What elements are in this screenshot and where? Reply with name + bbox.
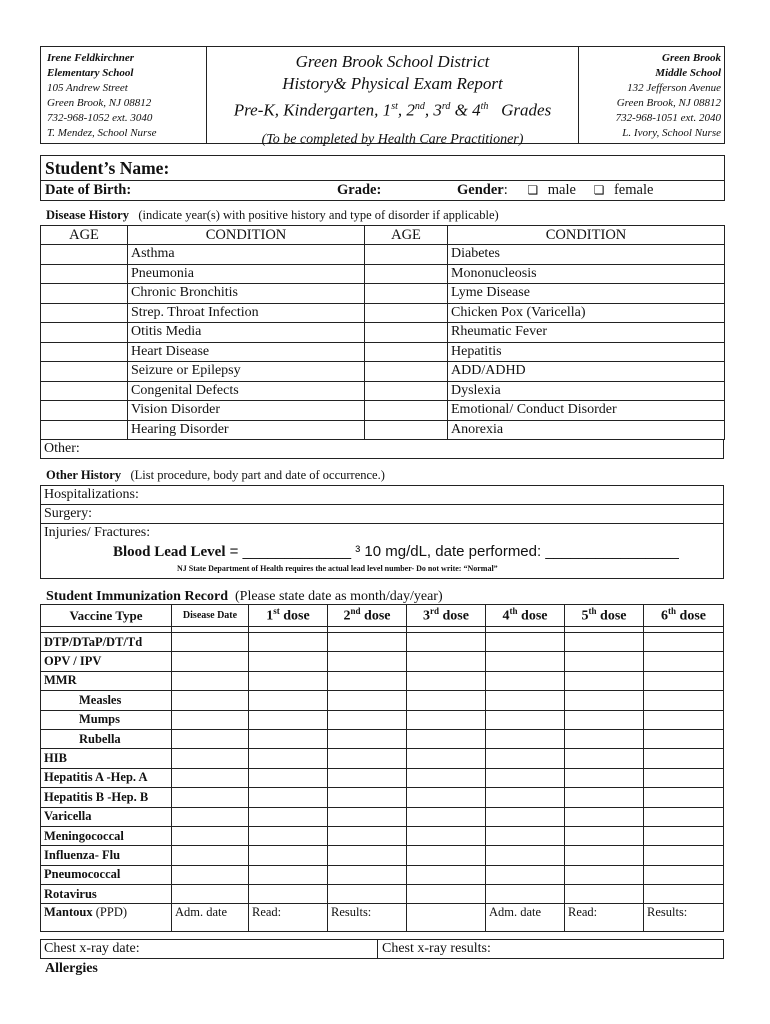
vaccine-row: [41, 807, 724, 826]
dose-cell[interactable]: [249, 826, 328, 845]
allergies-label: Allergies: [45, 961, 98, 976]
left-nurse: T. Mendez, School Nurse: [47, 127, 157, 139]
female-label: female: [613, 182, 654, 198]
gender-label: Gender: [457, 182, 504, 198]
disease-date-header: Disease Date: [172, 605, 249, 627]
blood-lead-label: Blood Lead Level: [113, 544, 226, 560]
dose-cell[interactable]: [328, 710, 407, 729]
disease-row: [41, 420, 725, 440]
vaccine-row: [41, 691, 724, 710]
dose-cell[interactable]: [644, 768, 724, 787]
left-school-name-1: Irene Feldkirchner: [47, 52, 135, 64]
dose-cell[interactable]: [407, 846, 486, 865]
disease-date-cell[interactable]: [172, 671, 249, 690]
age-right-cell[interactable]: [365, 323, 448, 343]
dose-cell[interactable]: [565, 710, 644, 729]
dose-cell[interactable]: [565, 768, 644, 787]
dose-4-sup: th: [509, 606, 518, 617]
dose-cell[interactable]: [565, 633, 644, 652]
dose-cell[interactable]: [328, 671, 407, 690]
mantoux-results-2[interactable]: Results:: [644, 904, 724, 932]
condition-header-right: CONDITION: [448, 226, 725, 245]
disease-row: [41, 381, 725, 401]
disease-date-cell[interactable]: [172, 885, 249, 904]
mantoux-adm-date-2[interactable]: Adm. date: [486, 904, 565, 932]
disease-date-cell[interactable]: [172, 633, 249, 652]
student-info-box: [40, 155, 725, 201]
disease-row: [41, 401, 725, 421]
report-title: History& Physical Exam Report: [282, 74, 503, 93]
vaccine-name: DTP/DTaP/DT/Td: [41, 633, 172, 652]
dose-cell[interactable]: [565, 865, 644, 884]
age-right-cell[interactable]: [365, 420, 448, 440]
mantoux-read-1[interactable]: Read:: [249, 904, 328, 932]
age-right-cell[interactable]: [365, 342, 448, 362]
vaccine-row: [41, 768, 724, 787]
dose-3-num: 3: [423, 608, 431, 624]
grades-suffix: Grades: [501, 100, 552, 120]
other-history-heading: [46, 467, 385, 483]
disease-history-note: (indicate year(s) with positive history and type of disorder if applicable): [138, 208, 499, 222]
age-left-cell[interactable]: [41, 303, 128, 323]
vaccine-row: [41, 846, 724, 865]
dose-cell[interactable]: [249, 671, 328, 690]
vaccine-name: Hepatitis B -Hep. B: [41, 788, 172, 807]
disease-date-cell[interactable]: [172, 749, 249, 768]
dose-cell[interactable]: [407, 652, 486, 671]
age-left-cell[interactable]: [41, 264, 128, 284]
condition-right: Anorexia: [448, 420, 725, 440]
age-left-cell[interactable]: [41, 342, 128, 362]
dose-cell[interactable]: [407, 768, 486, 787]
vaccine-row: [41, 749, 724, 768]
vaccine-row: [41, 671, 724, 690]
dose-1-word: dose: [279, 608, 310, 624]
mantoux-ppd: (PPD): [92, 905, 128, 920]
condition-header-left: CONDITION: [128, 226, 365, 245]
condition-right: Dyslexia: [448, 381, 725, 401]
vaccine-name: Mumps: [41, 710, 172, 729]
condition-left: Pneumonia: [128, 264, 365, 284]
dose-2-sup: nd: [350, 606, 361, 617]
dose-cell[interactable]: [565, 691, 644, 710]
disease-date-cell[interactable]: [172, 652, 249, 671]
dose-cell[interactable]: [328, 633, 407, 652]
condition-right: ADD/ADHD: [448, 362, 725, 382]
condition-right: Mononucleosis: [448, 264, 725, 284]
dose-cell[interactable]: [644, 788, 724, 807]
dose-cell[interactable]: [644, 633, 724, 652]
age-left-cell[interactable]: [41, 420, 128, 440]
dose-cell[interactable]: [249, 652, 328, 671]
dose-4-word: dose: [517, 608, 548, 624]
hospitalizations-label: Hospitalizations:: [44, 487, 139, 502]
gender-colon: :: [503, 182, 508, 198]
grade-4-sup: th: [480, 101, 489, 112]
dose-cell[interactable]: [486, 807, 565, 826]
dose-cell[interactable]: [407, 691, 486, 710]
age-left-cell[interactable]: [41, 323, 128, 343]
dose-1-header: [249, 605, 328, 627]
surgery-label: Surgery:: [44, 506, 92, 521]
blood-lead-line[interactable]: [113, 542, 679, 562]
right-address-1: 132 Jefferson Avenue: [627, 82, 721, 94]
dose-4-header: [486, 605, 565, 627]
dose-cell[interactable]: [328, 691, 407, 710]
left-school-block: [47, 51, 207, 141]
vaccine-row: [41, 885, 724, 904]
vaccine-row: [41, 652, 724, 671]
dose-cell[interactable]: [644, 826, 724, 845]
other-condition-row[interactable]: [40, 439, 724, 459]
dose-cell[interactable]: [644, 846, 724, 865]
vaccine-name: HIB: [41, 749, 172, 768]
grade-2: , 2: [397, 100, 415, 120]
dose-cell[interactable]: [407, 807, 486, 826]
injuries-lead-box: [40, 523, 724, 579]
dose-5-num: 5: [581, 608, 589, 624]
dose-cell[interactable]: [644, 749, 724, 768]
dose-1-sup: st: [273, 606, 280, 617]
dose-cell[interactable]: [486, 633, 565, 652]
dose-cell[interactable]: [486, 885, 565, 904]
age-right-cell[interactable]: [365, 362, 448, 382]
chest-xray-date[interactable]: Chest x-ray date:: [44, 941, 140, 956]
dose-cell[interactable]: [486, 826, 565, 845]
dose-cell[interactable]: [249, 865, 328, 884]
dose-cell[interactable]: [328, 652, 407, 671]
right-nurse: L. Ivory, School Nurse: [622, 127, 721, 139]
dose-2-word: dose: [360, 608, 391, 624]
age-header-left: AGE: [41, 226, 128, 245]
dose-cell[interactable]: [407, 885, 486, 904]
age-right-cell[interactable]: [365, 264, 448, 284]
dose-cell[interactable]: [407, 865, 486, 884]
dose-cell[interactable]: [407, 671, 486, 690]
center-title-block: [207, 51, 578, 149]
disease-row: [41, 284, 725, 304]
dose-cell[interactable]: [328, 885, 407, 904]
disease-date-cell[interactable]: [172, 846, 249, 865]
dose-5-word: dose: [596, 608, 627, 624]
dose-cell[interactable]: [644, 865, 724, 884]
condition-right: Chicken Pox (Varicella): [448, 303, 725, 323]
dose-cell[interactable]: [407, 633, 486, 652]
vaccine-name: Pneumococcal: [41, 865, 172, 884]
other-history-title: Other History: [46, 468, 122, 482]
left-address-2: Green Brook, NJ 08812: [47, 97, 152, 109]
grade-3-sup: rd: [441, 101, 451, 112]
dose-cell[interactable]: [644, 807, 724, 826]
dose-2-header: [328, 605, 407, 627]
other-label: Other:: [44, 441, 80, 456]
dose-cell[interactable]: [249, 691, 328, 710]
condition-left: Congenital Defects: [128, 381, 365, 401]
condition-left: Vision Disorder: [128, 401, 365, 421]
disease-row: [41, 342, 725, 362]
blood-lead-value: = _____________ ³ 10 mg/dL, date performed: ________________: [225, 543, 679, 560]
dose-5-header: [565, 605, 644, 627]
dose-cell[interactable]: [249, 633, 328, 652]
chest-xray-row: [40, 939, 724, 959]
dose-cell[interactable]: [644, 710, 724, 729]
mantoux-name: Mantoux: [44, 905, 93, 920]
condition-left: Heart Disease: [128, 342, 365, 362]
left-school-name-2: Elementary School: [47, 67, 134, 79]
dob-label[interactable]: Date of Birth:: [45, 182, 132, 198]
dose-cell[interactable]: [249, 846, 328, 865]
grades-line: [207, 95, 578, 123]
disease-history-heading: [46, 207, 499, 223]
mantoux-adm-date-1[interactable]: Adm. date: [172, 904, 249, 932]
vaccine-row: [41, 729, 724, 748]
disease-date-cell[interactable]: [172, 826, 249, 845]
dose-cell[interactable]: [407, 788, 486, 807]
right-address-3: 732-968-1051 ext. 2040: [615, 112, 721, 124]
right-address-2: Green Brook, NJ 08812: [616, 97, 721, 109]
dose-cell[interactable]: [328, 788, 407, 807]
condition-left: Chronic Bronchitis: [128, 284, 365, 304]
disease-date-cell[interactable]: [172, 710, 249, 729]
dose-cell[interactable]: [249, 729, 328, 748]
disease-date-cell[interactable]: [172, 788, 249, 807]
dose-cell[interactable]: [565, 729, 644, 748]
disease-date-cell[interactable]: [172, 807, 249, 826]
gender-field: [457, 181, 653, 200]
disease-row: [41, 303, 725, 323]
dose-6-num: 6: [661, 608, 669, 624]
dose-cell[interactable]: [565, 749, 644, 768]
grade-3: , 3: [424, 100, 442, 120]
age-right-cell[interactable]: [365, 381, 448, 401]
student-name-label[interactable]: Student’s Name:: [45, 158, 170, 178]
condition-right: Diabetes: [448, 245, 725, 265]
dose-5-sup: th: [588, 606, 597, 617]
vaccine-name: Varicella: [41, 807, 172, 826]
dose-cell[interactable]: [328, 768, 407, 787]
dose-cell[interactable]: [328, 846, 407, 865]
dose-cell[interactable]: [328, 865, 407, 884]
grade-2-sup: nd: [414, 101, 425, 112]
age-left-cell[interactable]: [41, 362, 128, 382]
age-right-cell[interactable]: [365, 245, 448, 265]
dose-cell[interactable]: [249, 710, 328, 729]
dose-cell[interactable]: [644, 885, 724, 904]
disease-date-cell[interactable]: [172, 865, 249, 884]
age-left-cell[interactable]: [41, 401, 128, 421]
dose-cell[interactable]: [486, 846, 565, 865]
instruction: (To be completed by Health Care Practitioner): [261, 131, 524, 147]
dose-cell[interactable]: [644, 652, 724, 671]
dose-cell[interactable]: [565, 846, 644, 865]
immunization-heading: [46, 588, 443, 605]
dose-cell[interactable]: [328, 729, 407, 748]
age-left-cell[interactable]: [41, 284, 128, 304]
lead-note: NJ State Department of Health requires the actual lead level number- Do not write: “Normal”: [177, 564, 498, 573]
dose-cell[interactable]: [565, 788, 644, 807]
disease-date-cell[interactable]: [172, 729, 249, 748]
dose-cell[interactable]: [486, 768, 565, 787]
disease-row: [41, 245, 725, 265]
surgery-row[interactable]: [40, 504, 724, 524]
vaccine-name: Measles: [41, 691, 172, 710]
dose-cell[interactable]: [565, 652, 644, 671]
dose-cell[interactable]: [565, 826, 644, 845]
age-right-cell[interactable]: [365, 401, 448, 421]
vaccine-name: MMR: [41, 671, 172, 690]
dose-cell[interactable]: [486, 691, 565, 710]
age-left-cell[interactable]: [41, 381, 128, 401]
dose-cell[interactable]: [565, 671, 644, 690]
dose-cell[interactable]: [249, 768, 328, 787]
dose-cell[interactable]: [328, 826, 407, 845]
condition-left: Seizure or Epilepsy: [128, 362, 365, 382]
dose-cell[interactable]: [565, 885, 644, 904]
male-label: male: [547, 182, 576, 198]
vaccine-name: Hepatitis A -Hep. A: [41, 768, 172, 787]
mantoux-label: [41, 904, 172, 932]
disease-row: [41, 323, 725, 343]
dose-cell[interactable]: [486, 652, 565, 671]
age-header-right: AGE: [365, 226, 448, 245]
chest-xray-results[interactable]: Chest x-ray results:: [382, 941, 491, 956]
district-name: Green Brook School District: [295, 52, 490, 71]
dose-cell[interactable]: [407, 826, 486, 845]
dose-6-header: [644, 605, 724, 627]
age-left-cell[interactable]: [41, 245, 128, 265]
dose-3-sup: rd: [430, 606, 440, 617]
dose-cell[interactable]: [249, 749, 328, 768]
dose-cell[interactable]: [486, 671, 565, 690]
dose-3-word: dose: [439, 608, 469, 624]
dose-cell[interactable]: [644, 691, 724, 710]
checkbox-icon: ❏: [527, 183, 539, 197]
vaccine-row: [41, 710, 724, 729]
disease-date-cell[interactable]: [172, 768, 249, 787]
dose-cell[interactable]: [486, 865, 565, 884]
vaccine-name: Rotavirus: [41, 885, 172, 904]
grade-label[interactable]: Grade:: [337, 182, 382, 198]
dose-cell[interactable]: [407, 710, 486, 729]
checkbox-icon: ❏: [593, 183, 605, 197]
dose-cell[interactable]: [565, 807, 644, 826]
female-checkbox[interactable]: [594, 182, 605, 198]
dose-cell[interactable]: [486, 749, 565, 768]
dose-4-num: 4: [502, 608, 510, 624]
vaccine-row: [41, 865, 724, 884]
vaccine-name: Rubella: [41, 729, 172, 748]
left-address-1: 105 Andrew Street: [47, 82, 128, 94]
dose-cell[interactable]: [644, 671, 724, 690]
right-school-name-1: Green Brook: [662, 52, 721, 64]
age-right-cell[interactable]: [365, 284, 448, 304]
dose-cell[interactable]: [486, 710, 565, 729]
header-box: [40, 46, 725, 147]
disease-history-title: Disease History: [46, 208, 129, 222]
vaccine-row: [41, 826, 724, 845]
right-school-block: [579, 51, 721, 141]
other-history-note: (List procedure, body part and date of occurrence.): [130, 468, 385, 482]
mantoux-empty[interactable]: [407, 904, 486, 932]
dose-cell[interactable]: [249, 807, 328, 826]
grades-prefix: Pre-K, Kindergarten, 1: [233, 100, 392, 120]
dose-cell[interactable]: [249, 885, 328, 904]
condition-left: Strep. Throat Infection: [128, 303, 365, 323]
dose-cell[interactable]: [407, 729, 486, 748]
condition-left: Hearing Disorder: [128, 420, 365, 440]
dose-cell[interactable]: [328, 807, 407, 826]
immunization-title: Student Immunization Record: [46, 589, 229, 604]
vaccine-row: [41, 788, 724, 807]
vaccine-row: [41, 633, 724, 652]
disease-row: [41, 362, 725, 382]
mantoux-results-1[interactable]: Results:: [328, 904, 407, 932]
dose-cell[interactable]: [328, 749, 407, 768]
immunization-note: (Please state date as month/day/year): [235, 589, 443, 604]
disease-date-cell[interactable]: [172, 691, 249, 710]
vaccine-name: Influenza- Flu: [41, 846, 172, 865]
condition-right: Emotional/ Conduct Disorder: [448, 401, 725, 421]
dose-6-word: dose: [676, 608, 706, 624]
dose-cell[interactable]: [486, 729, 565, 748]
male-checkbox[interactable]: [527, 182, 538, 198]
dose-6-sup: th: [668, 606, 677, 617]
vaccine-name: OPV / IPV: [41, 652, 172, 671]
injuries-label[interactable]: Injuries/ Fractures:: [44, 525, 151, 540]
vaccine-name: Meningococcal: [41, 826, 172, 845]
condition-right: Lyme Disease: [448, 284, 725, 304]
mantoux-read-2[interactable]: Read:: [565, 904, 644, 932]
hospitalizations-row[interactable]: [40, 485, 724, 505]
disease-history-table: [40, 225, 725, 440]
grade-4: & 4: [450, 100, 481, 120]
left-address-3: 732-968-1052 ext. 3040: [47, 112, 153, 124]
dose-cell[interactable]: [644, 729, 724, 748]
vaccine-type-header: Vaccine Type: [41, 605, 172, 627]
mantoux-row: [41, 904, 724, 932]
condition-left: Otitis Media: [128, 323, 365, 343]
age-right-cell[interactable]: [365, 303, 448, 323]
disease-row: [41, 264, 725, 284]
dose-cell[interactable]: [407, 749, 486, 768]
right-school-name-2: Middle School: [655, 67, 721, 79]
dose-cell[interactable]: [249, 788, 328, 807]
chest-xray-divider: [377, 940, 378, 958]
dose-1-num: 1: [266, 608, 274, 624]
grade-1-sup: st: [391, 101, 398, 112]
condition-left: Asthma: [128, 245, 365, 265]
dose-cell[interactable]: [486, 788, 565, 807]
immunization-table: [40, 604, 724, 932]
condition-right: Rheumatic Fever: [448, 323, 725, 343]
condition-right: Hepatitis: [448, 342, 725, 362]
dose-2-num: 2: [343, 608, 351, 624]
dose-3-header: [407, 605, 486, 627]
